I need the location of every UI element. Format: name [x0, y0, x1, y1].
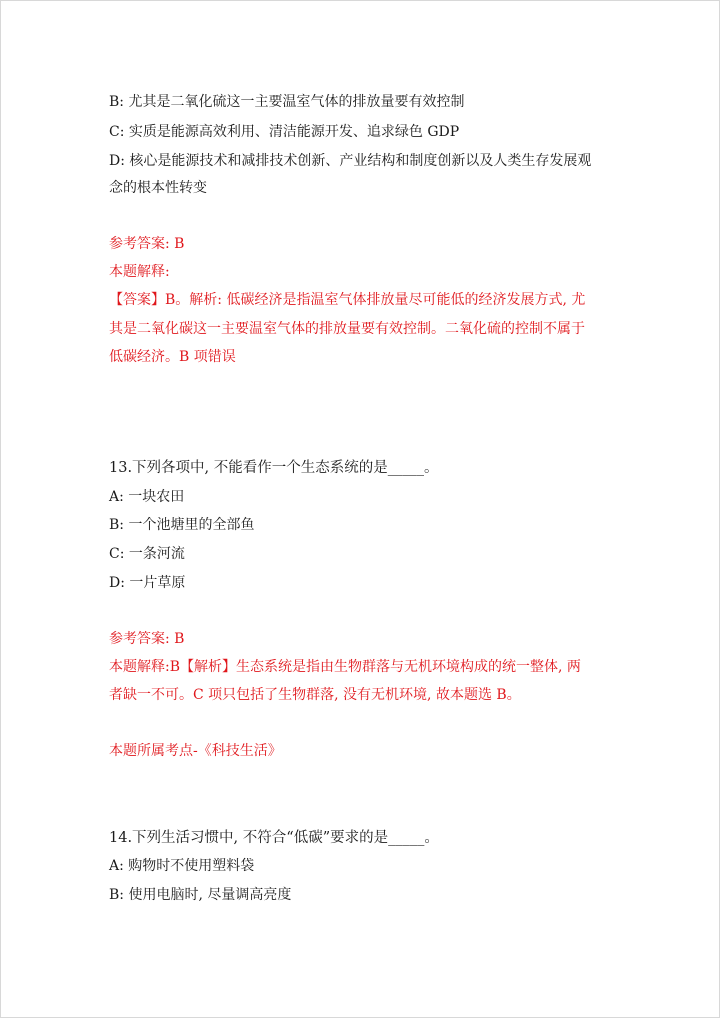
- q13-question: 13.下列各项中, 不能看作一个生态系统的是_____。: [109, 460, 439, 476]
- q12-explanation-line1: 【答案】B。解析: 低碳经济是指温室气体排放量尽可能低的经济发展方式, 尤: [109, 292, 586, 308]
- q13-option-c: C: 一条河流: [109, 546, 185, 562]
- q12-option-d-line2: 念的根本性转变: [109, 180, 207, 196]
- q13-topic: 本题所属考点-《科技生活》: [109, 743, 282, 759]
- q13-option-a: A: 一块农田: [109, 489, 185, 505]
- q12-option-c: C: 实质是能源高效利用、清洁能源开发、追求绿色 GDP: [109, 124, 460, 140]
- q13-explanation-line1: 本题解释:B【解析】生态系统是指由生物群落与无机环境构成的统一整体, 两: [109, 659, 581, 675]
- q14-option-a: A: 购物时不使用塑料袋: [109, 858, 255, 874]
- q12-explanation-label: 本题解释:: [109, 264, 170, 280]
- q12-answer: 参考答案: B: [109, 236, 185, 252]
- q14-question: 14.下列生活习惯中, 不符合“低碳”要求的是_____。: [109, 830, 439, 846]
- q13-option-d: D: 一片草原: [109, 575, 186, 591]
- q13-answer: 参考答案: B: [109, 631, 185, 647]
- q14-option-b: B: 使用电脑时, 尽量调高亮度: [109, 887, 292, 903]
- q13-option-b: B: 一个池塘里的全部鱼: [109, 517, 255, 533]
- q12-option-b: B: 尤其是二氧化硫这一主要温室气体的排放量要有效控制: [109, 94, 465, 110]
- q13-explanation-line2: 者缺一不可。C 项只包括了生物群落, 没有无机环境, 故本题选 B。: [109, 687, 521, 703]
- q12-option-d-line1: D: 核心是能源技术和减排技术创新、产业结构和制度创新以及人类生存发展观: [109, 153, 592, 169]
- q12-explanation-line3: 低碳经济。B 项错误: [109, 349, 236, 365]
- q12-explanation-line2: 其是二氧化碳这一主要温室气体的排放量要有效控制。二氧化硫的控制不属于: [109, 321, 585, 337]
